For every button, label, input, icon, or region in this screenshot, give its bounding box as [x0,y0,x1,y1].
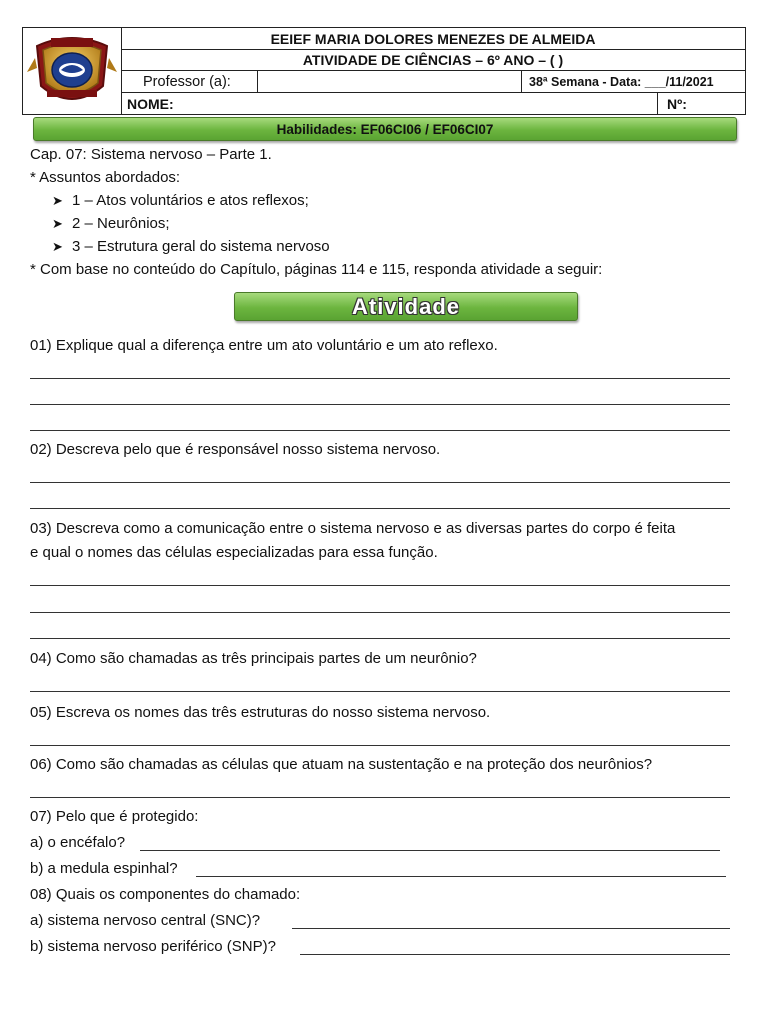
skills-text: Habilidades: EF06CI06 / EF06CI07 [276,121,494,137]
activity-banner [234,292,578,321]
answer-line[interactable] [30,585,730,586]
divider [521,71,522,92]
topics-title: * Assuntos abordados: [30,169,181,186]
chapter-line: Cap. 07: Sistema nervoso – Parte 1. [30,146,272,163]
question-8b: b) sistema nervoso periférico (SNP)? [30,938,276,955]
answer-line[interactable] [30,378,730,379]
question-2: 02) Descreva pelo que é responsável nosso sistema nervoso. [30,441,441,458]
question-3-line-2: e qual o nomes das células especializadas para essa função. [30,544,438,561]
number-label: Nº: [667,95,687,112]
answer-line[interactable] [30,797,730,798]
answer-line[interactable] [30,638,730,639]
arrow-bullet-icon: ➤ [52,193,63,208]
topic-item [52,192,309,209]
arrow-bullet-icon: ➤ [52,239,63,254]
activity-title: ATIVIDADE DE CIÊNCIAS – 6º ANO – ( ) [121,50,745,71]
teacher-field[interactable] [257,71,258,92]
question-5: 05) Escreva os nomes das três estruturas do nosso sistema nervoso. [30,704,491,721]
question-4: 04) Como são chamadas as três principais partes de um neurônio? [30,650,477,667]
school-name: EEIEF MARIA DOLORES MENEZES DE ALMEIDA [121,28,745,50]
answer-line[interactable] [30,612,730,613]
school-crest-cell [23,28,122,114]
topic-text: 3 – Estrutura geral do sistema nervoso [72,238,330,255]
header-table [22,27,746,115]
instruction-line: * Com base no conteúdo do Capítulo, páginas 114 e 115, responda atividade a seguir: [30,261,603,278]
answer-line[interactable] [30,404,730,405]
name-field-end [657,93,658,114]
question-3-line-1: 03) Descreva como a comunicação entre o sistema nervoso e as diversas partes do corpo é feita [30,520,676,537]
question-8a: a) sistema nervoso central (SNC)? [30,912,261,929]
answer-line[interactable] [300,954,730,955]
answer-line[interactable] [30,508,730,509]
skills-banner [33,117,737,141]
answer-line[interactable] [30,482,730,483]
question-7b: b) a medula espinhal? [30,860,178,877]
school-crest-icon [23,28,121,114]
question-8: 08) Quais os componentes do chamado: [30,886,301,903]
answer-line[interactable] [30,745,730,746]
name-row [121,93,745,114]
answer-line[interactable] [140,850,720,851]
name-label: NOME: [127,95,174,112]
teacher-label: Professor (a): [143,73,231,90]
arrow-bullet-icon: ➤ [52,216,63,231]
answer-line[interactable] [196,876,726,877]
week-date: 38ª Semana - Data: ___/11/2021 [529,74,714,89]
topic-item [52,238,330,255]
answer-line[interactable] [30,430,730,431]
answer-line[interactable] [292,928,730,929]
topic-text: 1 – Atos voluntários e atos reflexos; [72,192,309,209]
question-7: 07) Pelo que é protegido: [30,808,199,825]
topic-item [52,215,170,232]
question-6: 06) Como são chamadas as células que atuam na sustentação e na proteção dos neurônios? [30,756,653,773]
answer-line[interactable] [30,691,730,692]
teacher-row [121,71,745,93]
question-7a: a) o encéfalo? [30,834,126,851]
topic-text: 2 – Neurônios; [72,215,170,232]
question-1: 01) Explique qual a diferença entre um ato voluntário e um ato reflexo. [30,337,498,354]
activity-banner-text: Atividade [351,293,461,319]
